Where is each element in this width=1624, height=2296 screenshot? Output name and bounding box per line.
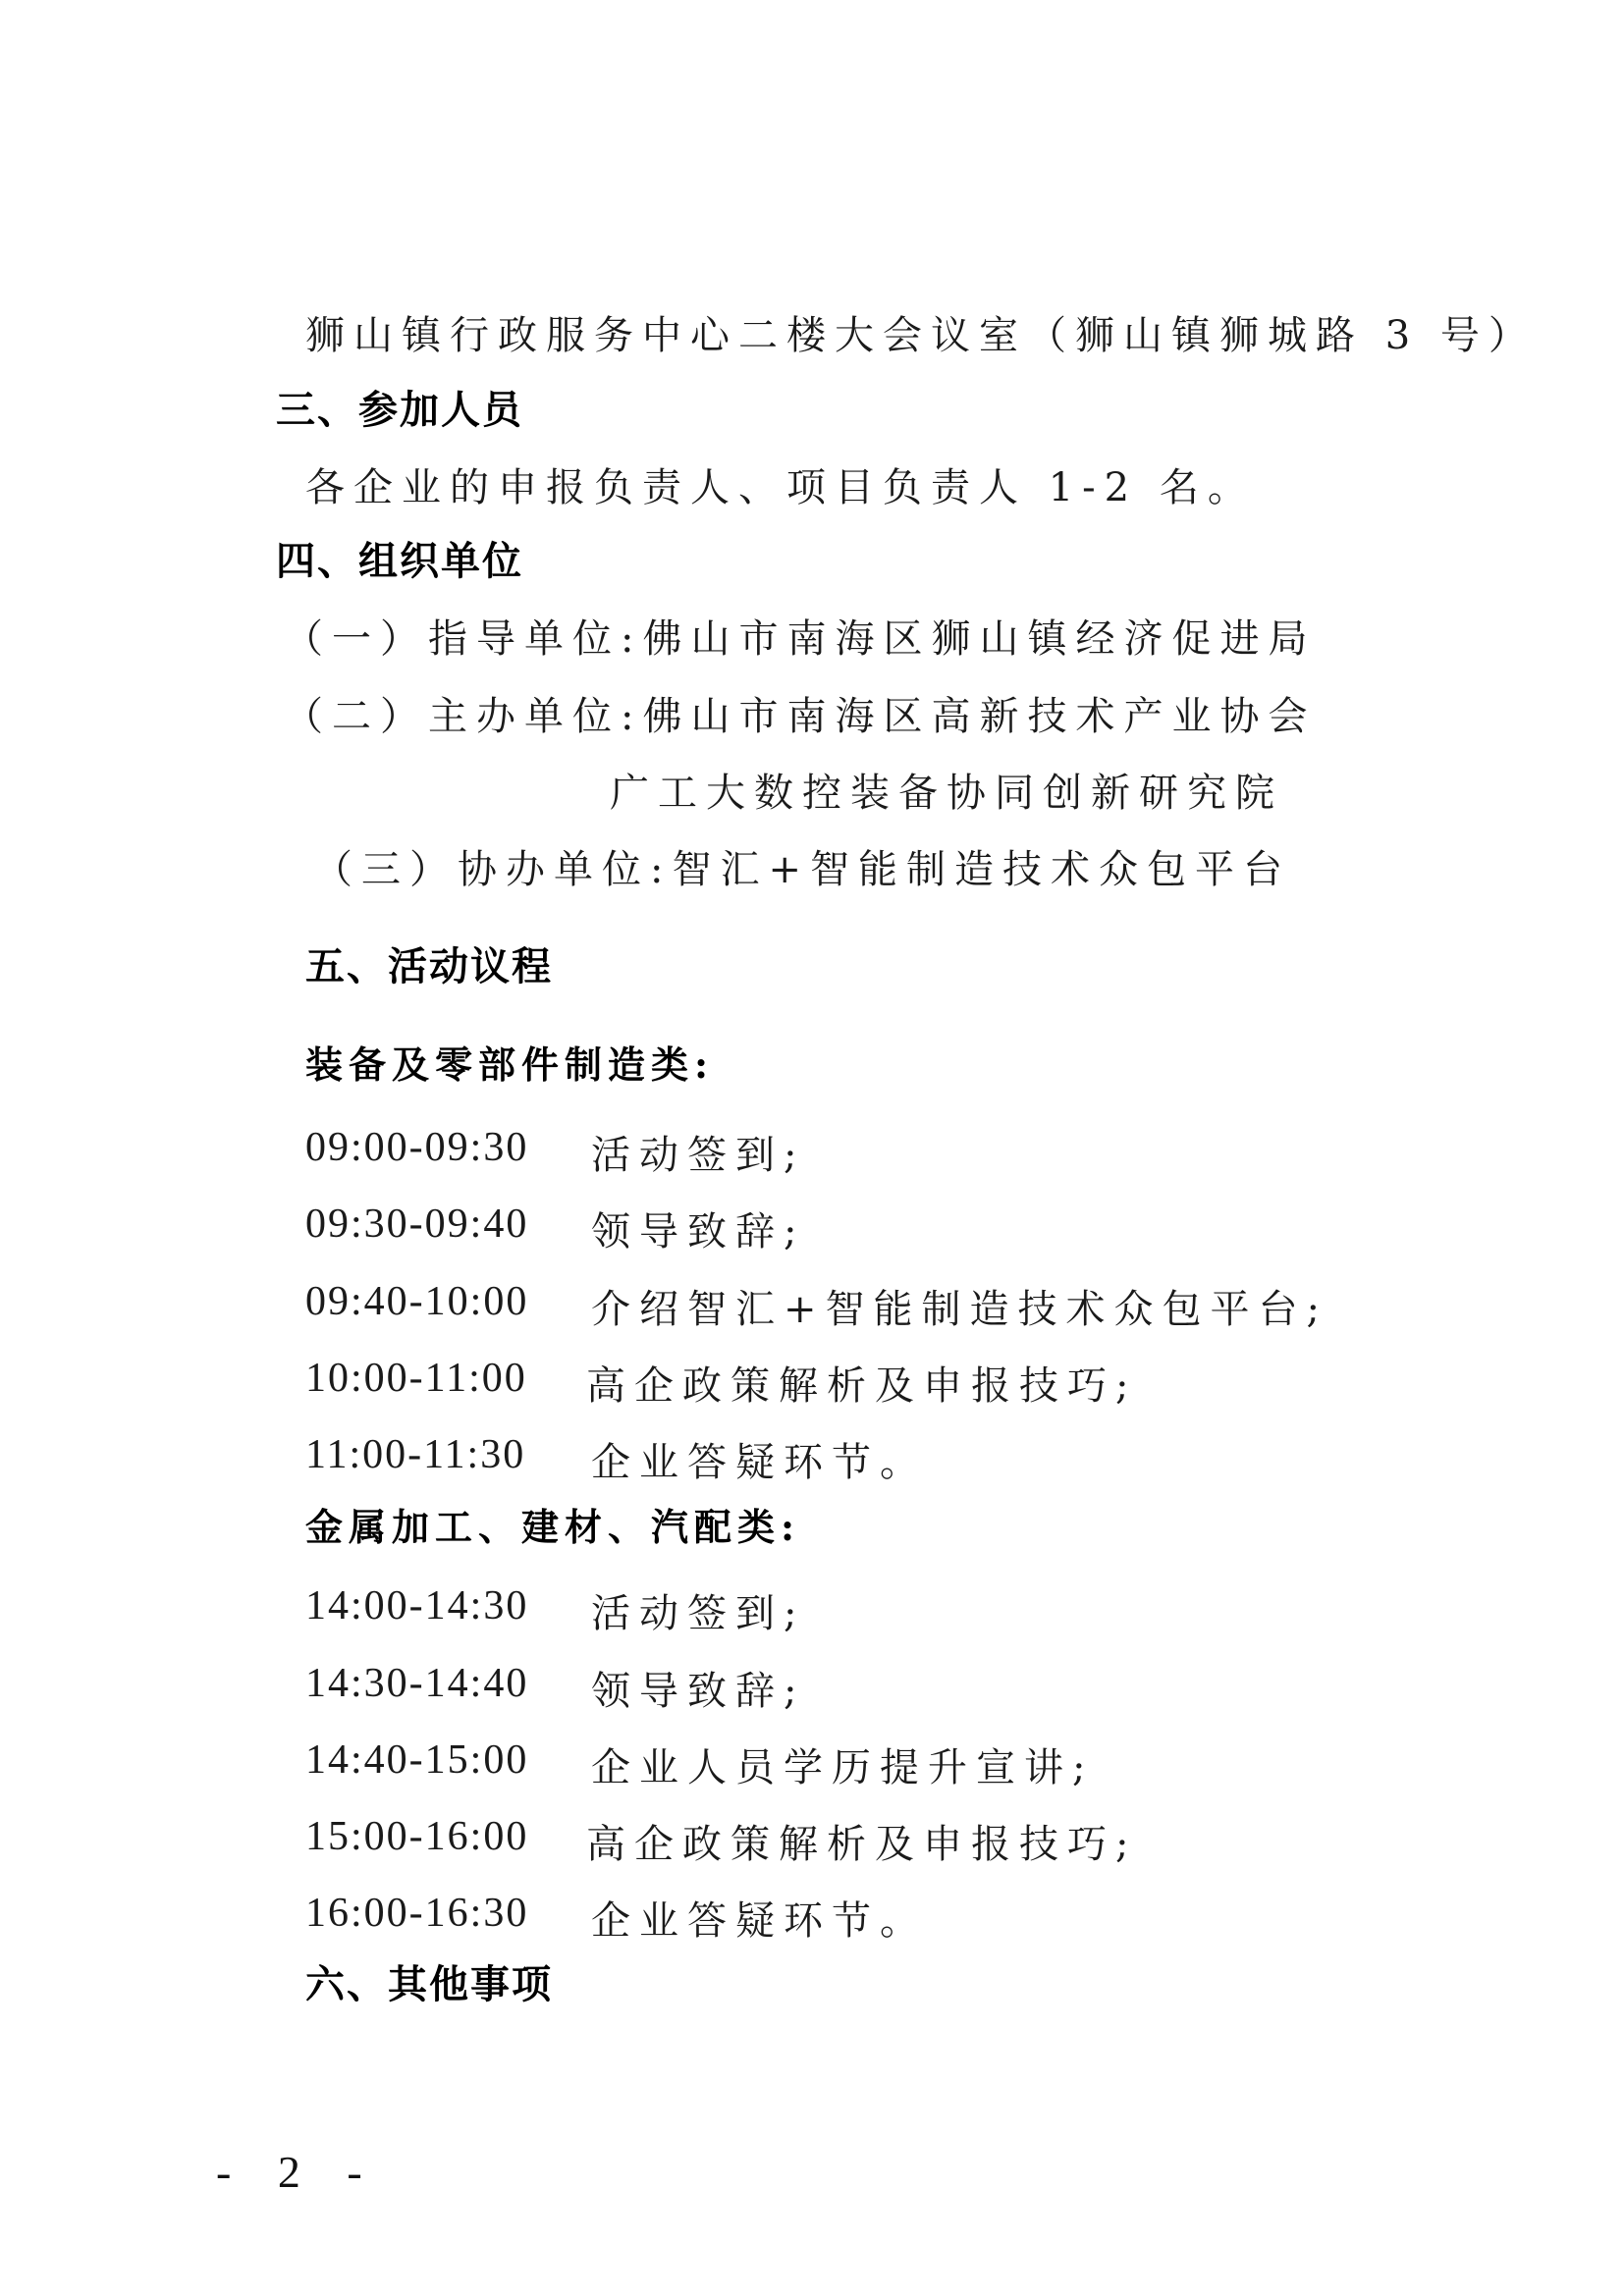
section-6-heading: 六、其他事项 — [305, 1962, 553, 2007]
agenda-activity: 企业人员学历提升宣讲; — [591, 1745, 1095, 1790]
agenda-time: 14:40-15:00 — [305, 1737, 529, 1783]
org-item-host — [284, 694, 1317, 739]
org-value: 智汇+智能制造技术众包平台 — [672, 847, 1291, 892]
agenda-row — [305, 1278, 1385, 1332]
agenda-activity: 活动签到; — [591, 1591, 806, 1636]
agenda-time: 09:30-09:40 — [305, 1201, 529, 1247]
agenda-row — [305, 1355, 1385, 1409]
agenda-row — [305, 1582, 1385, 1636]
agenda-row — [305, 1736, 1385, 1790]
org-label: （三）协办单位: — [313, 847, 673, 892]
section-3-body: 各企业的申报负责人、项目负责人 1-2 名。 — [305, 465, 1256, 510]
org-label: （二）主办单位: — [284, 694, 643, 739]
org-value: 佛山市南海区高新技术产业协会 — [642, 694, 1317, 739]
agenda-row — [305, 1890, 1385, 1944]
agenda-time: 15:00-16:00 — [305, 1814, 529, 1859]
org-item-co-host — [313, 847, 1291, 892]
agenda-row — [305, 1124, 1385, 1178]
agenda-row — [305, 1813, 1385, 1867]
agenda-time: 10:00-11:00 — [305, 1356, 527, 1401]
venue-line: 狮山镇行政服务中心二楼大会议室（狮山镇狮城路 3 号） — [305, 313, 1537, 358]
agenda-time: 16:00-16:30 — [305, 1891, 529, 1936]
org-item-guide — [284, 616, 1317, 662]
agenda-group-title: 装备及零部件制造类: — [305, 1042, 715, 1087]
org-value: 佛山市南海区狮山镇经济促进局 — [642, 616, 1317, 662]
page-number: - 2 - — [216, 2147, 380, 2197]
agenda-time: 14:30-14:40 — [305, 1661, 529, 1706]
agenda-activity: 企业答疑环节。 — [591, 1440, 928, 1485]
agenda-group-title: 金属加工、建材、汽配类: — [305, 1505, 801, 1549]
agenda-time: 11:00-11:30 — [305, 1432, 526, 1477]
agenda-time: 09:40-10:00 — [305, 1279, 529, 1324]
section-4-heading: 四、组织单位 — [276, 539, 523, 584]
agenda-activity: 企业答疑环节。 — [591, 1898, 928, 1944]
section-5-heading: 五、活动议程 — [305, 944, 553, 989]
agenda-row — [305, 1201, 1385, 1255]
agenda-time: 09:00-09:30 — [305, 1125, 529, 1170]
agenda-activity: 高企政策解析及申报技巧; — [586, 1822, 1138, 1867]
org-label: （一）指导单位: — [284, 616, 643, 662]
agenda-row — [305, 1431, 1385, 1485]
section-3-heading: 三、参加人员 — [276, 388, 523, 433]
agenda-activity: 领导致辞; — [591, 1669, 806, 1714]
agenda-row — [305, 1660, 1385, 1714]
agenda-activity: 活动签到; — [591, 1133, 806, 1178]
org-item-host-second: 广工大数控装备协同创新研究院 — [610, 771, 1283, 816]
agenda-activity: 高企政策解析及申报技巧; — [586, 1363, 1138, 1409]
agenda-activity: 领导致辞; — [591, 1209, 806, 1255]
agenda-time: 14:00-14:30 — [305, 1583, 529, 1629]
agenda-activity: 介绍智汇+智能制造技术众包平台; — [591, 1287, 1328, 1332]
